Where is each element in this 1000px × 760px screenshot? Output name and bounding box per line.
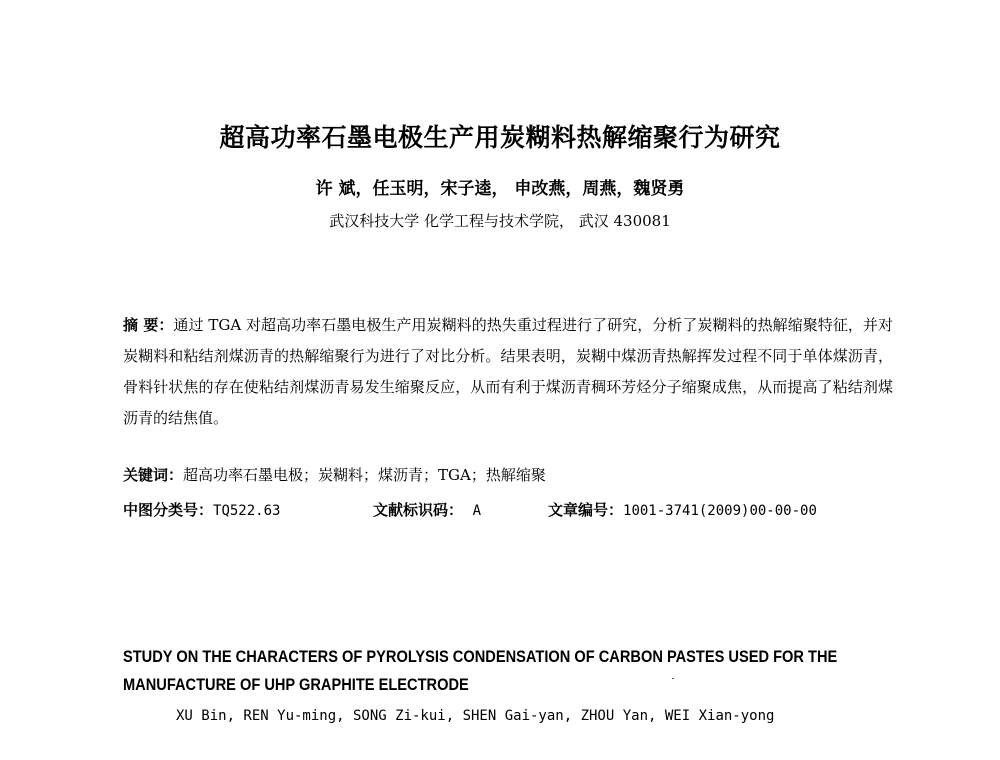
abstract-text: 通过 TGA 对超高功率石墨电极生产用炭糊料的热失重过程进行了研究，分析了炭糊料的热解缩聚特征，并对炭糊料和粘结剂煤沥青的热解缩聚行为进行了对比分析。结果表明，炭糊中煤沥青热解挥发过程不同于单体煤沥青，骨料针状焦的存在使粘结剂煤沥青易发生缩聚反应，从而有利于煤沥青稠环芳烃分子缩聚成焦，从而提高了粘结剂煤沥青的结焦值。 (123, 316, 893, 427)
chinese-title: 超高功率石墨电极生产用炭糊料热解缩聚行为研究 (219, 123, 781, 152)
keywords-text: 超高功率石墨电极；炭糊料；煤沥青；TGA；热解缩聚 (183, 466, 546, 484)
abstract (123, 310, 893, 434)
keywords-label: 关键词： (123, 466, 184, 484)
scan-speck (672, 678, 674, 679)
article-number (548, 499, 817, 520)
clc-label: 中图分类号： (123, 501, 214, 519)
clc-number (123, 499, 373, 520)
english-title: STUDY ON THE CHARACTERS OF PYROLYSIS CONDENSATION OF CARBON PASTES USED FOR THE MANUFACTURE OF UHP GRAPHITE ELECTRODE (123, 647, 838, 694)
doc-code-label: 文献标识码： (373, 501, 464, 519)
chinese-authors: 许 斌，任玉明，宋子逵， 申改燕，周燕，魏贤勇 (315, 179, 685, 199)
document-code (373, 499, 548, 520)
doc-code-value: A (472, 503, 481, 519)
english-authors: XU Bin, REN Yu-ming, SONG Zi-kui, SHEN Gai-yan, ZHOU Yan, WEI Xian-yong (176, 708, 775, 724)
chinese-affiliation: 武汉科技大学 化学工程与技术学院， 武汉 430081 (329, 212, 671, 230)
keywords-line (123, 464, 546, 485)
abstract-label: 摘 要： (123, 316, 174, 334)
classification-line (123, 499, 817, 520)
clc-value: TQ522.63 (213, 503, 281, 519)
article-no-label: 文章编号： (548, 501, 624, 519)
article-no-value: 1001-3741(2009)00-00-00 (623, 503, 817, 519)
